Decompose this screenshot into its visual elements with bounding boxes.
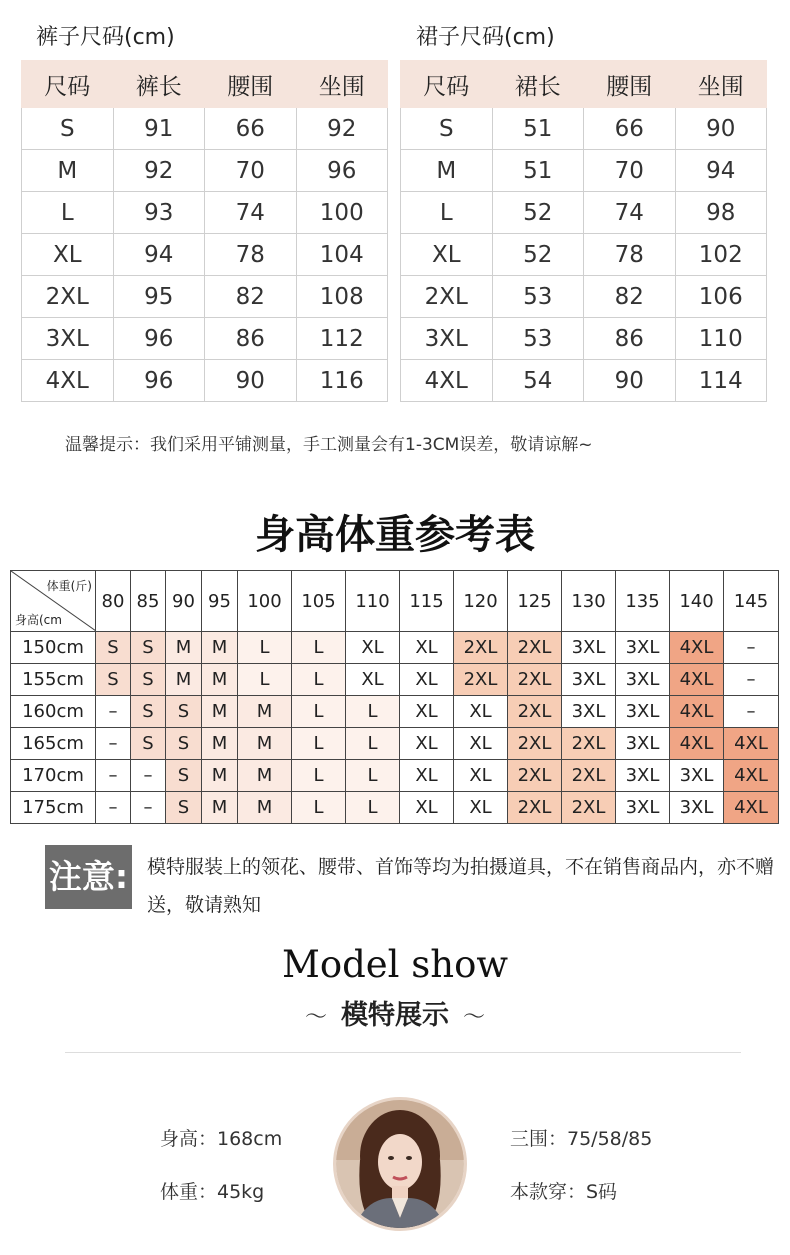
skirt-cell: 114 <box>675 360 767 402</box>
size-cell: S <box>131 664 166 696</box>
height-row-header: 170cm <box>11 760 96 792</box>
size-cell: 4XL <box>724 728 779 760</box>
skirt-column-header: 坐围 <box>675 61 767 108</box>
size-cell: M <box>202 728 238 760</box>
size-cell: M <box>166 632 202 664</box>
pants-cell: 100 <box>296 192 388 234</box>
pants-header-row <box>22 61 388 108</box>
size-cell: 2XL <box>508 760 562 792</box>
skirt-cell: 53 <box>492 276 584 318</box>
notice-label: 注意: <box>45 845 132 909</box>
skirt-cell: 4XL <box>401 360 493 402</box>
table-row <box>401 276 767 318</box>
table-row <box>401 234 767 276</box>
size-cell: 2XL <box>508 664 562 696</box>
diagonal-header-cell <box>11 571 96 632</box>
pants-cell: 86 <box>205 318 297 360</box>
size-cell: – <box>96 696 131 728</box>
size-cell: S <box>131 632 166 664</box>
size-cell: – <box>96 728 131 760</box>
pants-cell: 108 <box>296 276 388 318</box>
size-cell: M <box>202 664 238 696</box>
skirt-size-title: 裙子尺码(cm) <box>416 25 555 50</box>
size-cell: M <box>238 760 292 792</box>
size-cell: XL <box>454 728 508 760</box>
table-row <box>11 664 779 696</box>
pants-cell: 4XL <box>22 360 114 402</box>
pants-cell: 78 <box>205 234 297 276</box>
pants-column-header: 腰围 <box>205 61 297 108</box>
pants-cell: 116 <box>296 360 388 402</box>
size-cell: – <box>724 632 779 664</box>
model-avatar <box>333 1097 467 1231</box>
size-cell: S <box>166 696 202 728</box>
skirt-cell: S <box>401 108 493 150</box>
skirt-column-header: 裙长 <box>492 61 584 108</box>
size-cell: 4XL <box>724 760 779 792</box>
size-cell: 3XL <box>562 632 616 664</box>
size-cell: XL <box>454 760 508 792</box>
skirt-cell: 3XL <box>401 318 493 360</box>
size-cell: 3XL <box>616 696 670 728</box>
size-cell: M <box>202 696 238 728</box>
weight-column-header: 140 <box>670 571 724 632</box>
weight-column-header: 115 <box>400 571 454 632</box>
size-cell: XL <box>454 696 508 728</box>
skirt-cell: 82 <box>584 276 676 318</box>
size-cell: 3XL <box>562 664 616 696</box>
size-cell: 3XL <box>616 664 670 696</box>
table-row <box>22 192 388 234</box>
pants-cell: 96 <box>296 150 388 192</box>
size-cell: S <box>166 728 202 760</box>
table-row <box>11 792 779 824</box>
size-cell: M <box>202 760 238 792</box>
size-cell: 4XL <box>670 632 724 664</box>
skirt-cell: 74 <box>584 192 676 234</box>
size-cell: M <box>202 792 238 824</box>
skirt-cell: 86 <box>584 318 676 360</box>
table-row <box>22 150 388 192</box>
skirt-cell: L <box>401 192 493 234</box>
skirt-cell: 51 <box>492 108 584 150</box>
size-cell: – <box>724 696 779 728</box>
pants-cell: 2XL <box>22 276 114 318</box>
skirt-cell: 106 <box>675 276 767 318</box>
pants-cell: S <box>22 108 114 150</box>
size-cell: M <box>202 632 238 664</box>
pants-cell: 96 <box>113 360 205 402</box>
size-cell: 3XL <box>670 760 724 792</box>
model-portrait-image <box>336 1100 464 1228</box>
table-row <box>401 192 767 234</box>
size-cell: – <box>724 664 779 696</box>
size-cell: L <box>346 728 400 760</box>
pants-cell: 92 <box>113 150 205 192</box>
table-row <box>22 276 388 318</box>
pants-cell: 74 <box>205 192 297 234</box>
weight-column-header: 90 <box>166 571 202 632</box>
model-show-title: Model show <box>281 943 509 986</box>
table-row <box>401 150 767 192</box>
size-cell: S <box>166 792 202 824</box>
size-cell: M <box>238 792 292 824</box>
reference-chart-title: 身高体重参考表 <box>255 512 535 558</box>
pants-cell: L <box>22 192 114 234</box>
size-cell: 3XL <box>616 632 670 664</box>
skirt-cell: 2XL <box>401 276 493 318</box>
skirt-cell: 66 <box>584 108 676 150</box>
skirt-column-header: 腰围 <box>584 61 676 108</box>
height-row-header: 155cm <box>11 664 96 696</box>
skirt-size-table <box>400 60 767 402</box>
skirt-cell: XL <box>401 234 493 276</box>
size-cell: M <box>238 728 292 760</box>
size-cell: S <box>166 760 202 792</box>
table-row <box>11 696 779 728</box>
skirt-cell: 90 <box>584 360 676 402</box>
table-row <box>22 234 388 276</box>
skirt-cell: 102 <box>675 234 767 276</box>
size-cell: L <box>238 632 292 664</box>
skirt-cell: 78 <box>584 234 676 276</box>
size-cell: 4XL <box>670 728 724 760</box>
skirt-cell: 98 <box>675 192 767 234</box>
skirt-cell: 90 <box>675 108 767 150</box>
measurement-tip: 温馨提示：我们采用平铺测量，手工测量会有1-3CM误差，敬请谅解~ <box>65 435 593 455</box>
skirt-cell: 54 <box>492 360 584 402</box>
size-cell: M <box>166 664 202 696</box>
size-cell: M <box>238 696 292 728</box>
skirt-cell: M <box>401 150 493 192</box>
height-row-header: 165cm <box>11 728 96 760</box>
pants-cell: 93 <box>113 192 205 234</box>
weight-column-header: 85 <box>131 571 166 632</box>
size-cell: XL <box>454 792 508 824</box>
table-row <box>11 728 779 760</box>
size-cell: – <box>96 760 131 792</box>
size-cell: 2XL <box>508 632 562 664</box>
size-cell: – <box>96 792 131 824</box>
pants-cell: 95 <box>113 276 205 318</box>
size-cell: – <box>131 760 166 792</box>
weight-column-header: 145 <box>724 571 779 632</box>
weight-column-header: 95 <box>202 571 238 632</box>
wave-ornament-left: 〜 <box>304 1005 327 1030</box>
skirt-column-header: 尺码 <box>401 61 493 108</box>
skirt-cell: 53 <box>492 318 584 360</box>
size-cell: 3XL <box>670 792 724 824</box>
pants-cell: 82 <box>205 276 297 318</box>
weight-column-header: 135 <box>616 571 670 632</box>
table-row <box>22 108 388 150</box>
skirt-cell: 70 <box>584 150 676 192</box>
pants-column-header: 坐围 <box>296 61 388 108</box>
size-cell: 2XL <box>454 632 508 664</box>
section-divider <box>65 1052 741 1053</box>
table-row <box>11 760 779 792</box>
model-show-subtitle-row <box>0 993 790 1032</box>
size-cell: XL <box>400 792 454 824</box>
size-cell: XL <box>346 632 400 664</box>
size-cell: 3XL <box>616 760 670 792</box>
model-wearing-size: 本款穿：S码 <box>510 1181 618 1203</box>
size-cell: XL <box>400 728 454 760</box>
size-cell: 2XL <box>508 792 562 824</box>
size-cell: XL <box>400 696 454 728</box>
table-row <box>22 318 388 360</box>
size-cell: 2XL <box>454 664 508 696</box>
height-row-header: 175cm <box>11 792 96 824</box>
model-weight: 体重：45kg <box>160 1181 265 1203</box>
pants-column-header: 裤长 <box>113 61 205 108</box>
size-cell: L <box>292 664 346 696</box>
size-cell: L <box>292 760 346 792</box>
size-cell: L <box>346 760 400 792</box>
size-cell: 3XL <box>616 792 670 824</box>
weight-header-row <box>11 571 779 632</box>
pants-cell: 112 <box>296 318 388 360</box>
model-measurements: 三围：75/58/85 <box>510 1128 653 1150</box>
pants-cell: XL <box>22 234 114 276</box>
size-cell: 4XL <box>670 664 724 696</box>
pants-cell: 104 <box>296 234 388 276</box>
size-cell: S <box>131 696 166 728</box>
weight-axis-label: 体重(斤) <box>46 579 92 593</box>
size-cell: 2XL <box>508 696 562 728</box>
size-cell: 2XL <box>562 792 616 824</box>
size-cell: L <box>292 632 346 664</box>
size-cell: S <box>131 728 166 760</box>
skirt-cell: 52 <box>492 192 584 234</box>
pants-cell: 70 <box>205 150 297 192</box>
table-row <box>11 632 779 664</box>
size-cell: – <box>131 792 166 824</box>
notice-text: 模特服装上的领花、腰带、首饰等均为拍摄道具，不在销售商品内，亦不赠送，敬请熟知 <box>147 856 775 916</box>
height-axis-label: 身高(cm <box>15 613 62 627</box>
skirt-cell: 110 <box>675 318 767 360</box>
size-cell: XL <box>400 664 454 696</box>
height-row-header: 160cm <box>11 696 96 728</box>
weight-column-header: 130 <box>562 571 616 632</box>
pants-size-title: 裤子尺码(cm) <box>36 25 175 50</box>
pants-size-table <box>21 60 388 402</box>
pants-cell: 96 <box>113 318 205 360</box>
pants-cell: 3XL <box>22 318 114 360</box>
height-row-header: 150cm <box>11 632 96 664</box>
pants-cell: 94 <box>113 234 205 276</box>
size-cell: L <box>292 728 346 760</box>
table-row <box>401 108 767 150</box>
size-cell: L <box>292 792 346 824</box>
wave-ornament-right: 〜 <box>463 1005 486 1030</box>
weight-column-header: 110 <box>346 571 400 632</box>
model-height: 身高：168cm <box>160 1128 283 1150</box>
table-row <box>22 360 388 402</box>
pants-cell: 66 <box>205 108 297 150</box>
weight-column-header: 105 <box>292 571 346 632</box>
size-cell: 3XL <box>562 696 616 728</box>
pants-cell: M <box>22 150 114 192</box>
pants-column-header: 尺码 <box>22 61 114 108</box>
weight-column-header: 80 <box>96 571 131 632</box>
pants-cell: 90 <box>205 360 297 402</box>
size-cell: 2XL <box>562 760 616 792</box>
size-cell: L <box>292 696 346 728</box>
pants-cell: 91 <box>113 108 205 150</box>
size-cell: 2XL <box>508 728 562 760</box>
skirt-cell: 51 <box>492 150 584 192</box>
model-show-subtitle: 模特展示 <box>341 1000 449 1031</box>
size-cell: XL <box>400 760 454 792</box>
size-cell: S <box>96 632 131 664</box>
size-cell: L <box>346 696 400 728</box>
table-row <box>401 360 767 402</box>
size-cell: 4XL <box>724 792 779 824</box>
pants-cell: 92 <box>296 108 388 150</box>
weight-column-header: 120 <box>454 571 508 632</box>
size-cell: S <box>96 664 131 696</box>
skirt-header-row <box>401 61 767 108</box>
table-row <box>401 318 767 360</box>
size-cell: XL <box>400 632 454 664</box>
skirt-cell: 94 <box>675 150 767 192</box>
size-cell: L <box>238 664 292 696</box>
weight-column-header: 100 <box>238 571 292 632</box>
weight-column-header: 125 <box>508 571 562 632</box>
size-cell: 3XL <box>616 728 670 760</box>
size-cell: 4XL <box>670 696 724 728</box>
size-cell: XL <box>346 664 400 696</box>
size-cell: 2XL <box>562 728 616 760</box>
skirt-cell: 52 <box>492 234 584 276</box>
height-weight-reference-table <box>10 570 779 824</box>
size-cell: L <box>346 792 400 824</box>
